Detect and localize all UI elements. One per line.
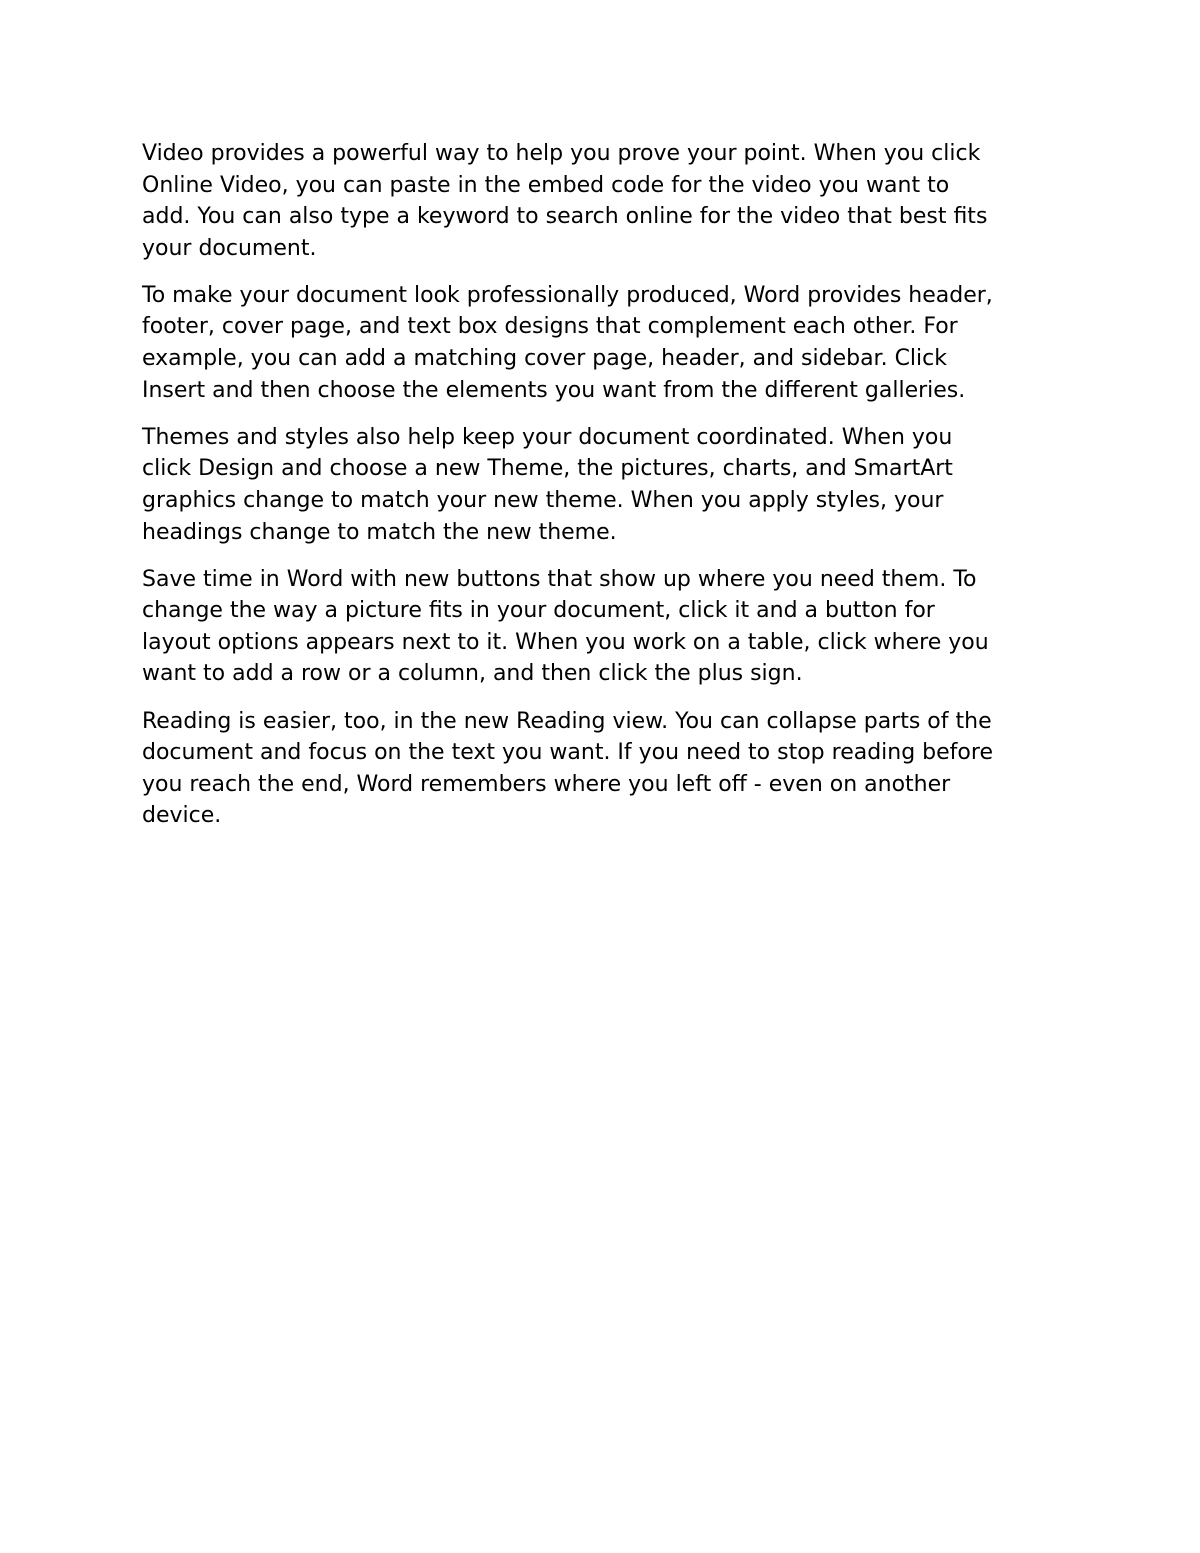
paragraph-professional-look: To make your document look professionally produced, Word provides header, footer, cover page, and text box designs that complement each other. For example, you can add a matching cover page, header, and sidebar. Click Insert and then choose the elements you want from the different galleries. xyxy=(142,282,993,403)
paragraph-reading-view: Reading is easier, too, in the new Reading view. You can collapse parts of the document and focus on the text you want. If you need to stop reading before you reach the end, Word remembers where you left off - even on another device. xyxy=(142,708,993,829)
document-body xyxy=(142,138,1062,847)
paragraph-themes-styles: Themes and styles also help keep your document coordinated. When you click Design and choose a new Theme, the pictures, charts, and SmartArt graphics change to match your new theme. When you apply styles, your headings change to match the new theme. xyxy=(142,424,953,545)
paragraph-save-time: Save time in Word with new buttons that show up where you need them. To change the way a picture fits in your document, click it and a button for layout options appears next to it. When you work on a table, click where you want to add a row or a column, and then click the plus sign. xyxy=(142,566,989,687)
paragraph-video: Video provides a powerful way to help you prove your point. When you click Online Video, you can paste in the embed code for the video you want to add. You can also type a keyword to search online for the video that best fits your document. xyxy=(142,141,988,261)
